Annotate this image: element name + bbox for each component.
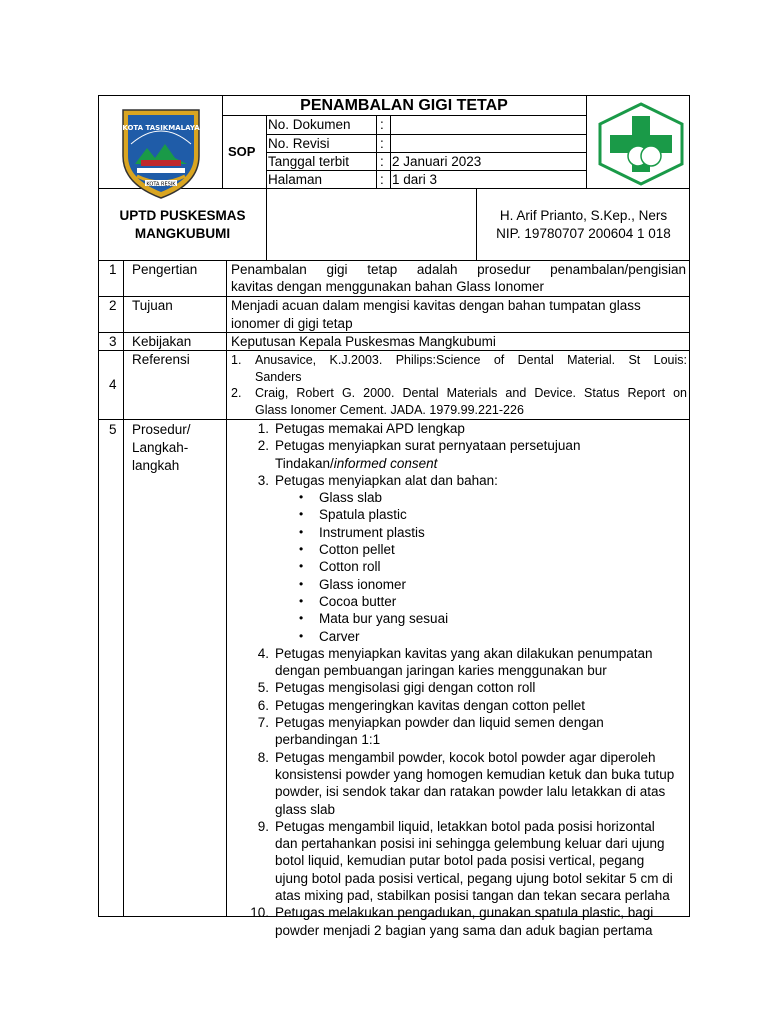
bullet-icon: • <box>299 542 304 557</box>
step-number: 1. <box>257 421 269 436</box>
step-line: dan pertahankan posisi ini sehingga gelembung keluar dari ujung <box>275 836 665 852</box>
row-label-reference: Referensi <box>132 352 190 367</box>
row-line-2 <box>99 332 689 333</box>
definition-text-line2: kavitas dengan menggunakan bahan Glass Ionomer <box>231 279 544 294</box>
row-label-definition: Pengertian <box>132 262 198 277</box>
step-line: perbandingan 1:1 <box>275 732 381 748</box>
materials-list <box>249 489 689 645</box>
definition-text-line1: Penambalan gigi tetap adalah prosedur penambalan/pengisian <box>231 262 686 277</box>
label-column-line <box>226 260 227 917</box>
organization-name-line1: UPTD PUSKESMAS <box>119 208 246 223</box>
step-line: powder menjadi 2 bagian yang sama dan aduk bagian pertama <box>275 922 653 938</box>
step-line: Petugas menyiapkan kavitas yang akan dilakukan penumpatan <box>275 645 653 661</box>
sop-label: SOP <box>228 144 256 159</box>
reference-item <box>231 385 687 418</box>
bullet-icon: • <box>299 490 304 505</box>
reference-line: Craig, Robert G. 2000. Dental Materials and Device. Status Report on <box>255 386 687 400</box>
row-number-2: 2 <box>109 298 117 313</box>
reference-line: Glass Ionomer Cement. JADA. 1979.99.221-226 <box>255 402 524 417</box>
step-line: Petugas menyiapkan powder dan liquid semen dengan <box>275 715 604 731</box>
material-item: • Carver <box>299 628 360 644</box>
reference-line: Anusavice, K.J.2003. Philips:Science of Dental Material. St Louis: <box>255 353 687 367</box>
step-number: 3. <box>257 472 269 488</box>
reference-line: Sanders <box>255 369 302 384</box>
bullet-icon: • <box>299 524 304 539</box>
title-underline <box>222 115 586 116</box>
step-number: 8. <box>257 749 269 765</box>
row-number-5: 5 <box>109 422 117 437</box>
meta-label-page: Halaman <box>268 172 323 187</box>
step-line: Petugas mengambil liquid, letakkan botol pada posisi horizontal <box>275 818 655 834</box>
procedure-step <box>249 714 689 749</box>
material-item: • Cotton pellet <box>299 542 395 558</box>
step-line: Petugas mengisolasi gigi dengan cotton roll <box>275 680 536 696</box>
body-top-line <box>99 260 689 261</box>
objective-text-line1: Menjadi acuan dalam mengisi kavitas dengan bahan tumpatan glass <box>231 298 641 313</box>
step-line: botol liquid, kemudian putar botol pada posisi vertical, pegang <box>275 853 645 869</box>
reference-number: 2. <box>231 386 242 400</box>
meta-colon-4: : <box>380 172 384 187</box>
meta-line-3 <box>266 170 586 171</box>
meta-line-1 <box>266 134 586 135</box>
step-number: 2. <box>257 438 269 454</box>
meta-label-revision: No. Revisi <box>268 136 330 151</box>
step-line: glass slab <box>275 801 336 817</box>
signer-name: H. Arif Prianto, S.Kep., Ners <box>499 208 668 223</box>
step-line: Petugas mengeringkan kavitas dengan cotton pellet <box>275 697 585 713</box>
row-number-3: 3 <box>109 334 117 349</box>
row-label-policy: Kebijakan <box>132 334 192 349</box>
step-text-italic: informed consent <box>333 455 438 471</box>
material-item: • Glass slab <box>299 490 383 506</box>
step-line: atas mixing pad, stabilkan posisi tangan dan tekan secara perlaha <box>275 888 670 904</box>
header-divider-right <box>586 96 587 188</box>
bullet-icon: • <box>299 507 304 522</box>
sign-divider-left <box>266 188 267 260</box>
procedure-step <box>249 818 689 904</box>
procedure-step <box>249 437 689 472</box>
bullet-icon: • <box>299 628 304 643</box>
procedure-step <box>249 679 689 696</box>
step-line: ujung botol pada posisi vertical, pegang ujung botol sekitar 5 cm di <box>275 870 673 886</box>
material-item: • Instrument plastis <box>299 524 425 540</box>
procedure-step <box>249 697 689 714</box>
procedure-steps-list <box>249 420 689 939</box>
meta-value-page: 1 dari 3 <box>392 172 438 187</box>
step-number: 9. <box>257 818 269 834</box>
reference-item <box>231 352 687 385</box>
meta-colon-2: : <box>380 136 384 151</box>
step-line: Petugas memakai APD lengkap <box>275 421 465 436</box>
reference-list <box>231 352 687 418</box>
meta-colon-3: : <box>380 154 384 169</box>
procedure-step <box>249 420 689 437</box>
step-line: powder, isi sendok takar dan ratakan powder lalu letakkan di atas <box>275 784 666 800</box>
meta-label-issue-date: Tanggal terbit <box>268 154 350 169</box>
step-line: dengan pembuangan jaringan karies menggunakan bur <box>275 663 607 679</box>
policy-text: Keputusan Kepala Puskesmas Mangkubumi <box>231 334 496 349</box>
emblem-top-text: KOTA TASIKMALAYA <box>122 124 200 132</box>
material-item: • Cotton roll <box>299 559 381 575</box>
puskesmas-logo-icon <box>596 102 686 186</box>
row-number-4: 4 <box>109 377 117 392</box>
no-column-line <box>123 260 124 917</box>
meta-value-issue-date: 2 Januari 2023 <box>392 154 482 169</box>
bullet-icon: • <box>299 611 304 626</box>
row-label-procedure-line1: Prosedur/ <box>132 422 191 437</box>
procedure-step <box>249 749 689 818</box>
step-line: konsistensi powder yang homogen kemudian ketuk dan buka tutup <box>275 766 675 782</box>
step-line: Petugas mengambil powder, kocok botol powder agar diperoleh <box>275 749 656 765</box>
bullet-icon: • <box>299 576 304 591</box>
row-label-procedure-line3: langkah <box>132 458 180 473</box>
step-line: Petugas menyiapkan alat dan bahan: <box>275 472 498 488</box>
material-item: • Mata bur yang sesuai <box>299 611 449 627</box>
material-item: • Cocoa butter <box>299 593 397 609</box>
step-line: Petugas melakukan pengadukan, gunakan spatula plastic, bagi <box>275 905 654 921</box>
meta-colon-1: : <box>380 117 384 132</box>
procedure-step <box>249 472 689 489</box>
row-label-procedure-line2: Langkah- <box>132 440 189 455</box>
step-number: 7. <box>257 715 269 731</box>
sign-divider-right <box>476 188 477 260</box>
kota-tasikmalaya-emblem-icon <box>117 104 205 202</box>
reference-number: 1. <box>231 353 242 367</box>
objective-text-line2: ionomer di gigi tetap <box>231 316 353 331</box>
step-line: Petugas menyiapkan surat pernyataan persetujuan <box>275 438 581 454</box>
row-line-3 <box>99 350 689 351</box>
sop-document <box>98 95 690 938</box>
procedure-step <box>249 645 689 680</box>
meta-line-2 <box>266 152 586 153</box>
step-number: 4. <box>257 645 269 661</box>
emblem-bottom-text: KOTA RESIK <box>146 181 176 188</box>
organization-name-line2: MANGKUBUMI <box>134 226 231 241</box>
bullet-icon: • <box>299 559 304 574</box>
step-number: 10. <box>250 905 269 921</box>
step-line <box>275 455 689 472</box>
step-text: Tindakan/ <box>275 455 334 471</box>
bullet-icon: • <box>299 593 304 608</box>
meta-label-document-number: No. Dokumen <box>268 117 351 132</box>
step-number: 6. <box>257 697 269 713</box>
material-item: • Glass ionomer <box>299 576 407 592</box>
row-line-1 <box>99 296 689 297</box>
step-number: 5. <box>257 680 269 696</box>
row-number-1: 1 <box>109 262 117 277</box>
row-label-objective: Tujuan <box>132 298 173 313</box>
material-item: • Spatula plastic <box>299 507 407 523</box>
document-title: PENAMBALAN GIGI TETAP <box>300 97 508 114</box>
procedure-step <box>249 904 689 939</box>
signer-nip: NIP. 19780707 200604 1 018 <box>496 226 671 241</box>
